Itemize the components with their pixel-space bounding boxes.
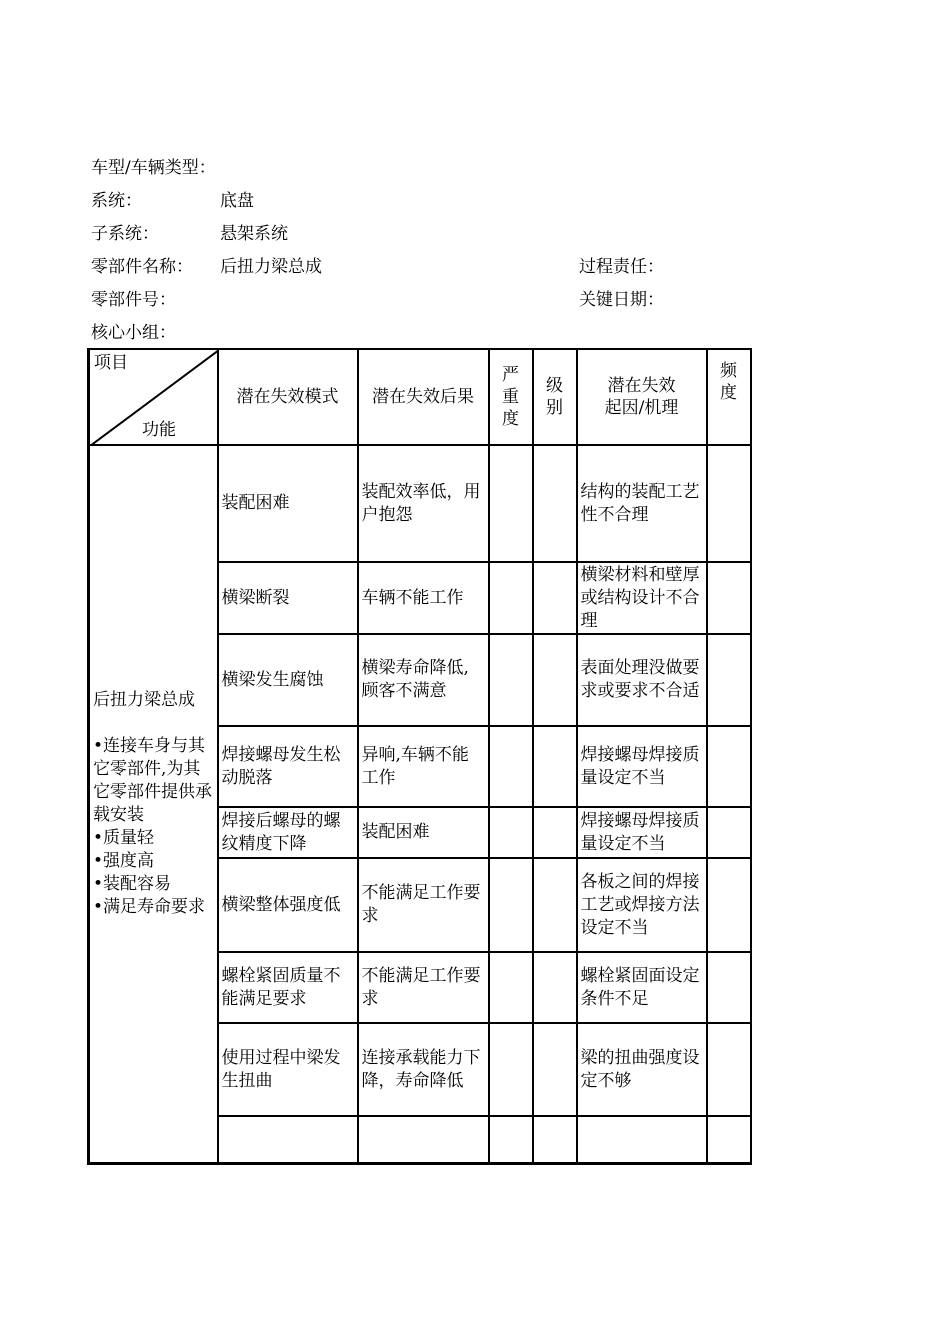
failure-effect-cell: 装配困难: [358, 807, 489, 858]
occurrence-cell: [707, 858, 751, 952]
occurrence-header-char-2: 度: [720, 383, 737, 403]
fmea-table: [87, 348, 752, 1165]
class-cell: [533, 858, 577, 952]
class-cell: [533, 1116, 577, 1163]
occurrence-cell: [707, 445, 751, 562]
failure-mode-cell: 使用过程中梁发生扭曲: [218, 1023, 358, 1116]
class-header: [533, 349, 577, 445]
function-line: •装配容易: [93, 873, 172, 894]
subsystem-label: 子系统：: [91, 224, 159, 244]
occurrence-cell: [707, 726, 751, 807]
failure-effect-cell: 装配效率低，用户抱怨: [358, 445, 489, 562]
failure-mode-cell: 横梁断裂: [218, 562, 358, 634]
failure-mode-cell: 装配困难: [218, 445, 358, 562]
failure-mode-cell: 焊接螺母发生松动脱落: [218, 726, 358, 807]
system-label: 系统：: [91, 191, 142, 211]
failure-effect-cell: [358, 1116, 489, 1163]
system-value: 底盘: [220, 191, 254, 211]
function-line: •连接车身与其它零部件,为其它零部件提供承载安装: [93, 735, 212, 825]
class-cell: [533, 952, 577, 1023]
class-cell: [533, 1023, 577, 1116]
severity-header-char-1: 严: [502, 365, 519, 385]
severity-cell: [489, 726, 533, 807]
function-title: 后扭力梁总成: [93, 689, 195, 710]
function-cell: [89, 445, 218, 1163]
class-header-char-1: 级: [546, 376, 563, 396]
failure-mode-cell: 螺栓紧固质量不能满足要求: [218, 952, 358, 1023]
occurrence-cell: [707, 562, 751, 634]
key-date-label: 关键日期：: [579, 290, 664, 310]
cause-cell: 结构的装配工艺性不合理: [577, 445, 707, 562]
part-number-label: 零部件号：: [91, 290, 176, 310]
occurrence-cell: [707, 634, 751, 726]
severity-cell: [489, 858, 533, 952]
severity-cell: [489, 807, 533, 858]
vehicle-type-label: 车型/车辆类型：: [91, 158, 216, 178]
failure-effect-cell: 车辆不能工作: [358, 562, 489, 634]
failure-mode-header: 潜在失效模式: [218, 349, 358, 445]
part-name-label: 零部件名称：: [91, 257, 193, 277]
cause-cell: 螺栓紧固面设定条件不足: [577, 952, 707, 1023]
table-header-row: [89, 349, 751, 445]
failure-effect-cell: 不能满足工作要求: [358, 952, 489, 1023]
cause-cell: 焊接螺母焊接质量设定不当: [577, 726, 707, 807]
severity-cell: [489, 1116, 533, 1163]
function-line: •满足寿命要求: [93, 896, 206, 917]
failure-mode-cell: [218, 1116, 358, 1163]
severity-cell: [489, 634, 533, 726]
occurrence-cell: [707, 952, 751, 1023]
process-responsibility-label: 过程责任：: [579, 257, 664, 277]
class-cell: [533, 634, 577, 726]
class-cell: [533, 807, 577, 858]
severity-cell: [489, 445, 533, 562]
function-line: •强度高: [93, 850, 155, 871]
failure-mode-cell: 焊接后螺母的螺纹精度下降: [218, 807, 358, 858]
severity-header-char-2: 重: [502, 387, 519, 407]
subsystem-value: 悬架系统: [220, 224, 288, 244]
severity-cell: [489, 1023, 533, 1116]
severity-cell: [489, 952, 533, 1023]
failure-effect-cell: 连接承载能力下降，寿命降低: [358, 1023, 489, 1116]
function-header: 功能: [142, 420, 176, 440]
cause-cell: 表面处理没做要求或要求不合适: [577, 634, 707, 726]
cause-header: [577, 349, 707, 445]
cause-header-line-2: 起因/机理: [604, 398, 679, 418]
occurrence-cell: [707, 807, 751, 858]
occurrence-cell: [707, 1116, 751, 1163]
table-row: [89, 445, 751, 562]
occurrence-cell: [707, 1023, 751, 1116]
cause-cell: 焊接螺母焊接质量设定不当: [577, 807, 707, 858]
failure-effect-cell: 异响,车辆不能工作: [358, 726, 489, 807]
failure-effect-cell: 横梁寿命降低,顾客不满意: [358, 634, 489, 726]
part-name-value: 后扭力梁总成: [220, 257, 322, 277]
occurrence-header-char-1: 频: [720, 361, 737, 381]
cause-cell: 各板之间的焊接工艺或焊接方法设定不当: [577, 858, 707, 952]
failure-effect-header: 潜在失效后果: [358, 349, 489, 445]
failure-effect-cell: 不能满足工作要求: [358, 858, 489, 952]
class-cell: [533, 726, 577, 807]
class-header-char-2: 别: [546, 398, 563, 418]
cause-cell: 梁的扭曲强度设定不够: [577, 1023, 707, 1116]
occurrence-header: [707, 349, 751, 445]
severity-cell: [489, 562, 533, 634]
failure-mode-cell: 横梁发生腐蚀: [218, 634, 358, 726]
severity-header: [489, 349, 533, 445]
class-cell: [533, 445, 577, 562]
item-function-header-cell: [89, 349, 218, 445]
cause-cell: 横梁材料和壁厚或结构设计不合理: [577, 562, 707, 634]
item-header: 项目: [94, 353, 128, 373]
function-line: •质量轻: [93, 827, 155, 848]
cause-header-line-1: 潜在失效: [607, 376, 676, 396]
core-team-label: 核心小组：: [91, 323, 176, 343]
class-cell: [533, 562, 577, 634]
severity-header-char-3: 度: [502, 409, 519, 429]
failure-mode-cell: 横梁整体强度低: [218, 858, 358, 952]
cause-cell: [577, 1116, 707, 1163]
